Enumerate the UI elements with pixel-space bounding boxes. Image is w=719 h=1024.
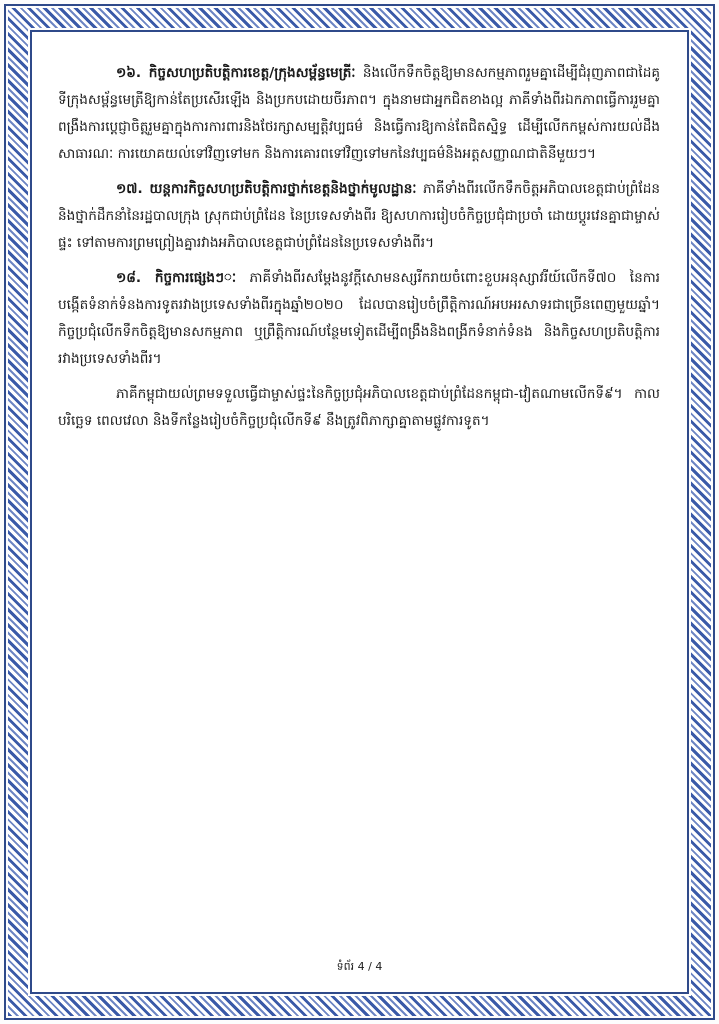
page-number: ទំព័រ 4 / 4: [336, 960, 383, 973]
paragraph-heading: ១៨. កិច្ចការផ្សេងៗៈ: [116, 270, 237, 286]
paragraph-16: [58, 60, 660, 168]
paragraph-18: [58, 265, 660, 373]
paragraph-text: ភាគីទាំងពីរលើកទឹកចិត្តអភិបាលខេត្តជាប់ព្រំដែន និងថ្នាក់ដឹកនាំនៃរដ្ឋបាលក្រុង ស្រុកជាប់ព្រំដែន នៃប្រទេសទាំងពីរ ឱ្យសហការរៀបចំកិច្ចប្រជុំជាប្រចាំ ដោយប្តូរវេនគ្នាជាម្ចាស់ផ្ទះ ទៅតាមការព្រមព្រៀងគ្នារវាងអភិបាលខេត្តជាប់ព្រំដែននៃប្រទេសទាំងពីរ។: [58, 181, 660, 251]
paragraph-text: ភាគីកម្ពុជាយល់ព្រមទទួលធ្វើជាម្ចាស់ផ្ទះនៃកិច្ចប្រជុំអភិបាលខេត្តជាប់ព្រំដែនកម្ពុជា-វៀតណាមលើកទី៩។ កាលបរិច្ឆេទ ពេលវេលា និងទីកន្លែងរៀបចំកិច្ចប្រជុំលើកទី៩ នឹងត្រូវពិភាក្សាគ្នាតាមផ្លូវការទូត។: [58, 386, 660, 429]
paragraph-heading: ១៧. យន្តការកិច្ចសហប្រតិបត្តិការថ្នាក់ខេត្តនិងថ្នាក់មូលដ្ឋានៈ: [116, 181, 417, 197]
paragraph-closing: [58, 381, 660, 435]
paragraph-text: ភាគីទាំងពីរសម្តែងនូវក្តីសោមនស្សរីករាយចំពោះខួបអនុស្សាវរីយ៍លើកទី៧០ នៃការបង្កើតទំនាក់ទំនងការទូតរវាងប្រទេសទាំងពីរក្នុងឆ្នាំ២០២០ ដែលបានរៀបចំព្រឹត្តិការណ៍អបអរសាទរជាច្រើនពេញមួយឆ្នាំ។ កិច្ចប្រជុំលើកទឹកចិត្តឱ្យមានសកម្មភាព ឬព្រឹត្តិការណ៍បន្ថែមទៀតដើម្បីពង្រឹងនិងពង្រីកទំនាក់ទំនង និងកិច្ចសហប្រតិបត្តិការរវាងប្រទេសទាំងពីរ។: [58, 270, 660, 367]
paragraph-text: និងលើកទឹកចិត្តឱ្យមានសកម្មភាពរួមគ្នាដើម្បីជំរុញភាពជាដៃគូទីក្រុងសម្ព័ន្ធមេត្រីឱ្យកាន់តែប្រសើរឡើង និងប្រកបដោយចីរភាព។ ក្នុងនាមជាអ្នកជិតខាងល្អ ភាគីទាំងពីរឯកភាពធ្វើការរួមគ្នាពង្រឹងការប្តេជ្ញាចិត្តរួមគ្នាក្នុងការការពារនិងថែរក្សាសម្បត្តិវប្បធម៌ និងធ្វើការឱ្យកាន់តែជិតស្និទ្ធ ដើម្បីលើកកម្ពស់ការយល់ដឹងសាធារណៈ ការយោគយល់ទៅវិញទៅមក និងការគោរពទៅវិញទៅមកនៃវប្បធម៌និងអត្តសញ្ញាណជាតិនីមួយៗ។: [58, 65, 660, 162]
document-body: [58, 60, 660, 443]
paragraph-heading: ១៦. កិច្ចសហប្រតិបត្តិការខេត្ត/ក្រុងសម្ព័ន្ធមេត្រីៈ: [116, 65, 356, 81]
paragraph-17: [58, 176, 660, 257]
